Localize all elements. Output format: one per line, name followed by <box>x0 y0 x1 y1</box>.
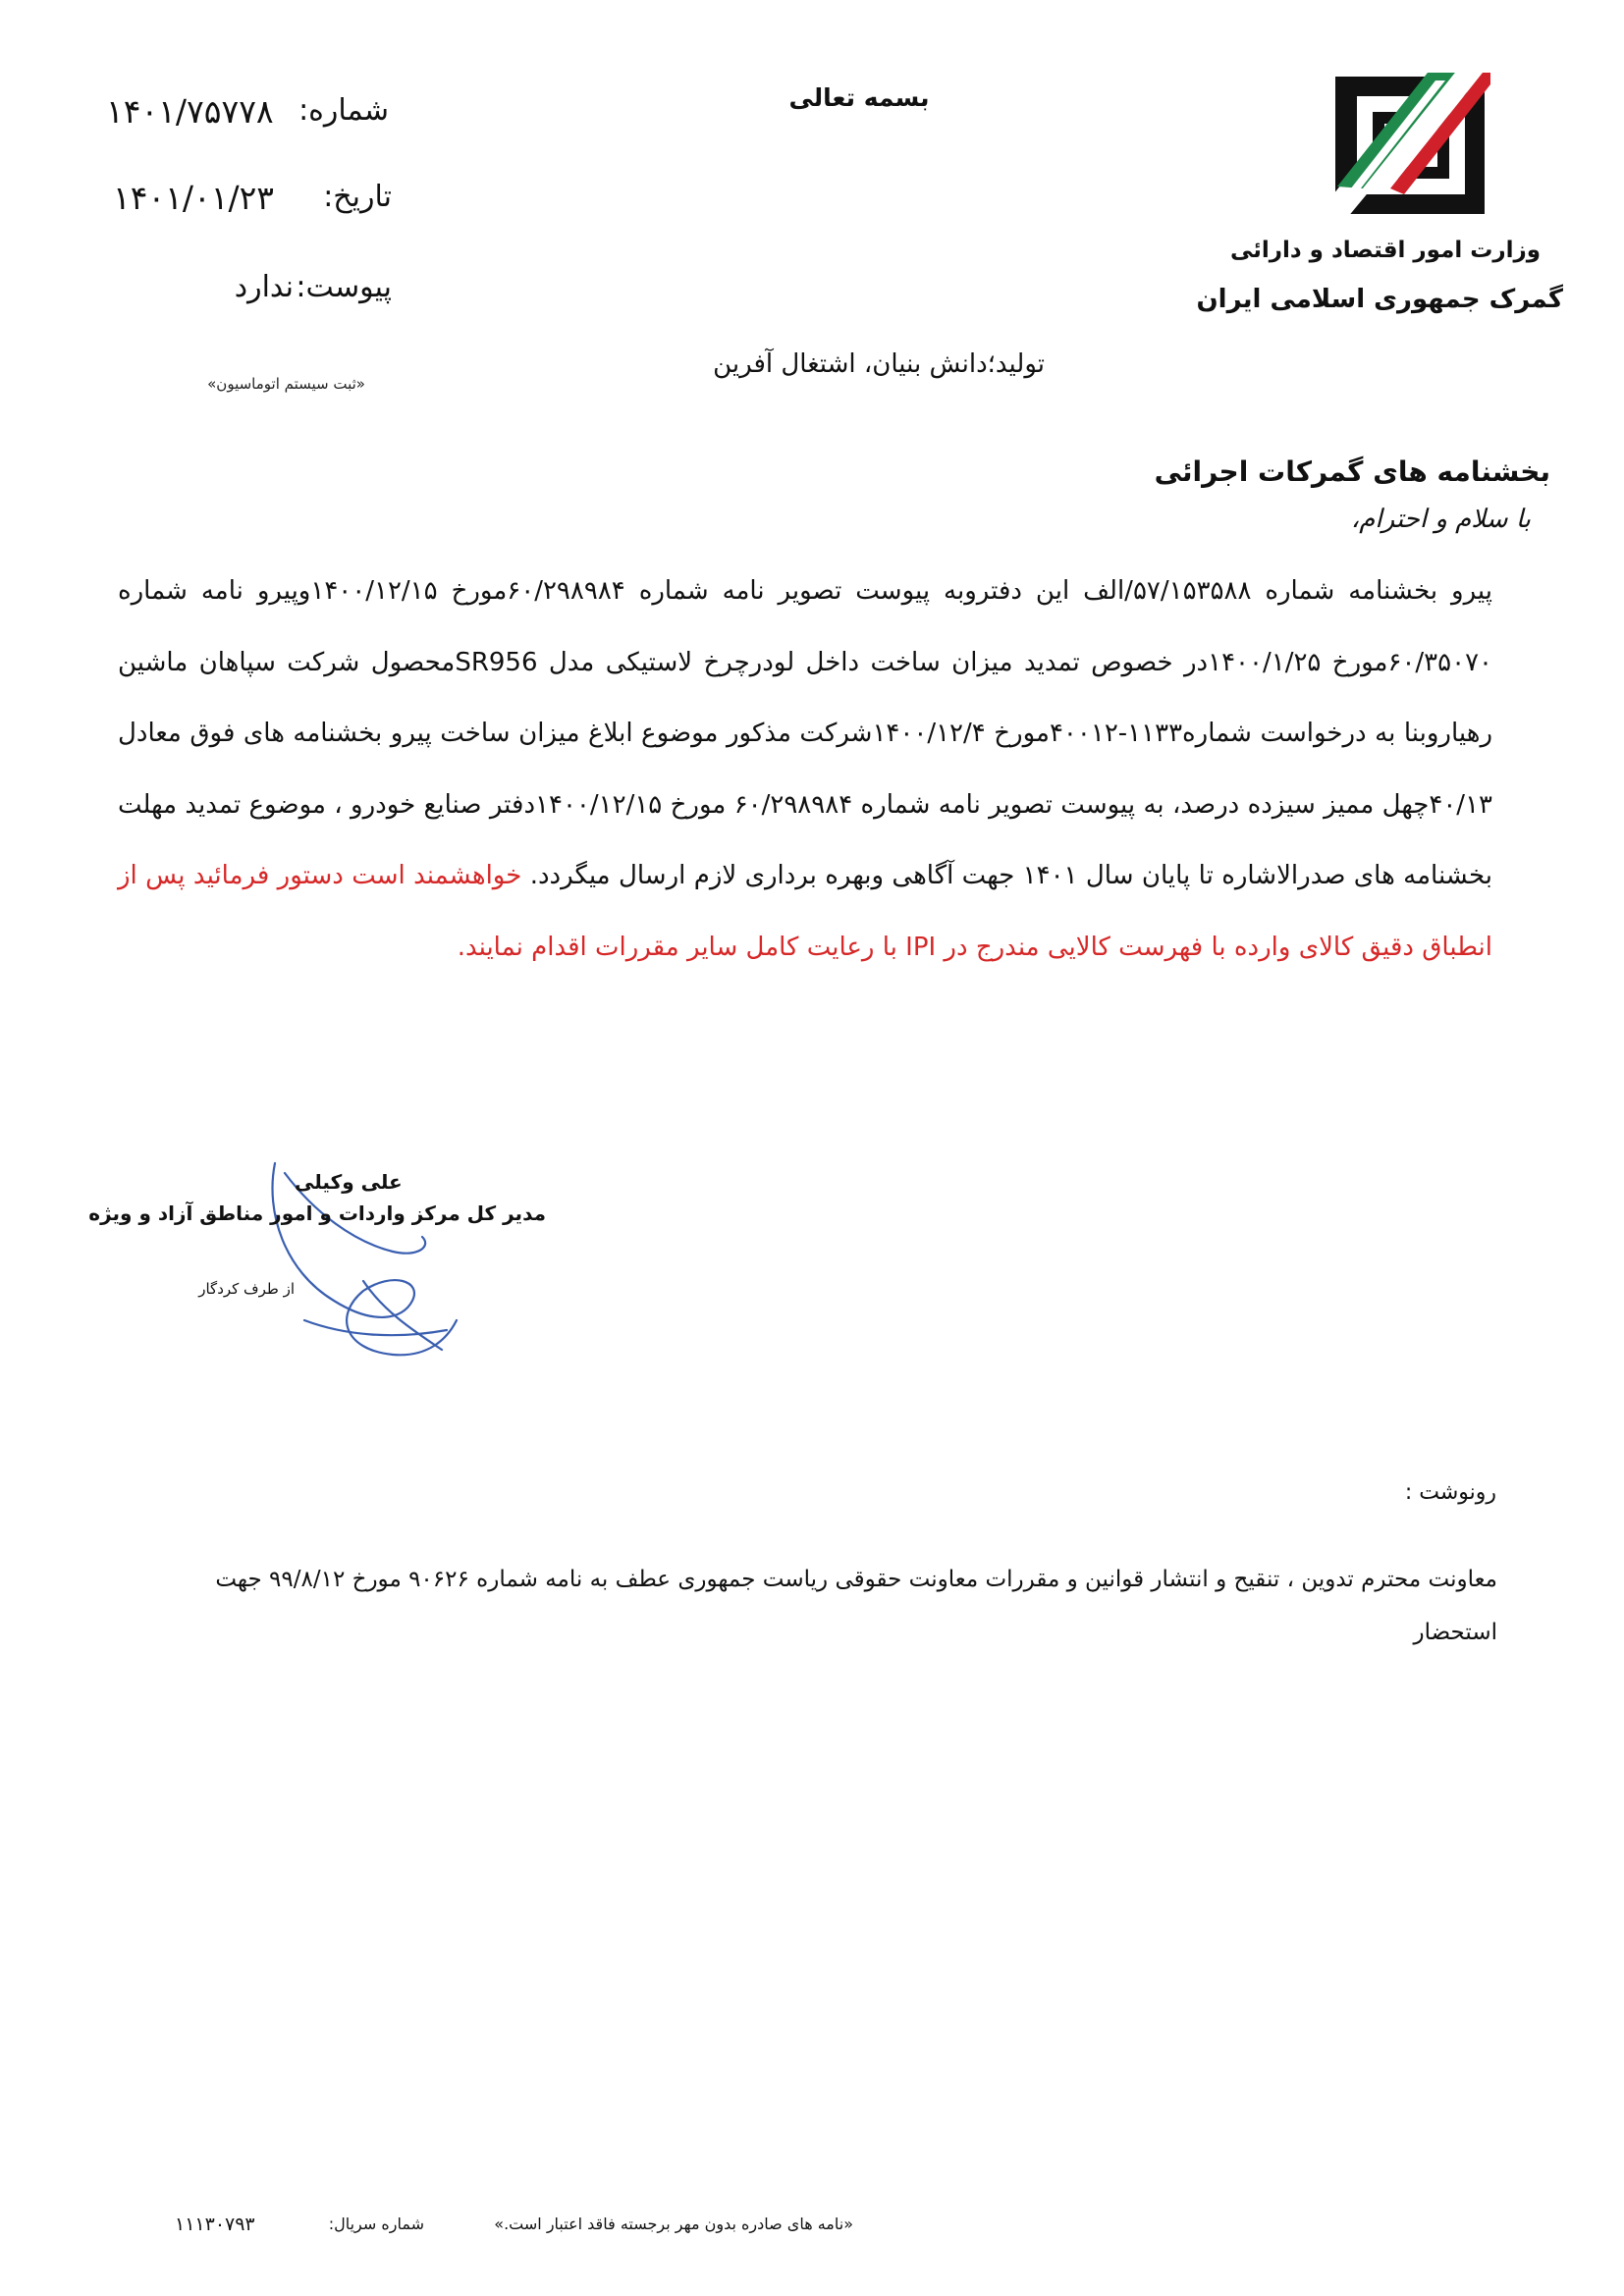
serial-label: شماره سریال: <box>328 2215 424 2233</box>
date-label: تاریخ: <box>323 180 392 214</box>
attachment-label: پیوست: <box>296 270 392 304</box>
attachment-value: ندارد <box>234 270 294 304</box>
signer-note: از طرف کردگار <box>198 1280 295 1298</box>
validity-note: «نامه های صادره بدون مهر برجسته فاقد اعتبار است.» <box>494 2215 853 2233</box>
signer-title: مدیر کل مرکز واردات و امور مناطق آزاد و ویژه <box>88 1201 546 1225</box>
letter-greeting: با سلام و احترام، <box>1350 505 1531 534</box>
letter-body <box>118 556 1492 983</box>
number-label: شماره: <box>298 93 389 128</box>
customs-name: گمرک جمهوری اسلامی ایران <box>1196 285 1563 314</box>
serial-value: ۱۱۱۳۰۷۹۳ <box>175 2214 255 2235</box>
date-value: ۱۴۰۱/۰۱/۲۳ <box>113 179 275 217</box>
number-value: ۱۴۰۱/۷۵۷۷۸ <box>106 92 274 131</box>
bismillah-heading: بسمه تعالی <box>788 83 930 112</box>
signer-name: علی وکیلی <box>295 1170 403 1194</box>
body-text-request: خواهشمند است دستور فرمائید پس از انطباق دقیق کالای وارده با فهرست کالایی مندرج در IPI با رعایت کامل سایر مقررات اقدام نمایند. <box>118 861 1492 962</box>
cc-text: معاونت محترم تدوین ، تنقیح و انتشار قوانین و مقررات معاونت حقوقی ریاست جمهوری عطف به نامه شماره ۹۰۶۲۶ مورخ ۹۹/۸/۱۲ جهت استحضار <box>215 1567 1497 1645</box>
body-text-main: پیرو بخشنامه شماره ۵۷/۱۵۳۵۸۸/الف این دفتروبه پیوست تصویر نامه شماره ۶۰/۲۹۸۹۸۴مورخ ۱۴۰۰/۱۲/۱۵وپیرو نامه شماره ۶۰/۳۵۰۷۰مورخ ۱۴۰۰/۱/۲۵در خصوص تمدید میزان ساخت داخل لودرچرخ لاستیکی مدل SR956محصول شرکت سپاهان ماشین رهیاروبنا به درخواست شماره۱۱۳۳-۴۰۰۱۲مورخ ۱۴۰۰/۱۲/۴شرکت مذکور موضوع ابلاغ میزان ساخت پیرو بخشنامه های فوق معادل ۴۰/۱۳چهل ممیز سیزده درصد، به پیوست تصویر نامه شماره ۶۰/۲۹۸۹۸۴ مورخ ۱۴۰۰/۱۲/۱۵دفتر صنایع خودرو ، موضوع تمدید مهلت بخشنامه های صدرالاشاره تا پایان سال ۱۴۰۱ جهت آگاهی وبهره برداری لازم ارسال میگردد. <box>118 576 1493 890</box>
automation-note: «ثبت سیستم اتوماسیون» <box>207 375 365 393</box>
letter-subject: بخشنامه های گمرکات اجرائی <box>1154 455 1550 488</box>
slogan: تولید؛دانش بنیان، اشتغال آفرین <box>713 349 1045 379</box>
cc-label: رونوشت : <box>1404 1480 1496 1505</box>
customs-logo-icon <box>1333 71 1490 218</box>
ministry-name: وزارت امور اقتصاد و دارائی <box>1229 238 1541 263</box>
